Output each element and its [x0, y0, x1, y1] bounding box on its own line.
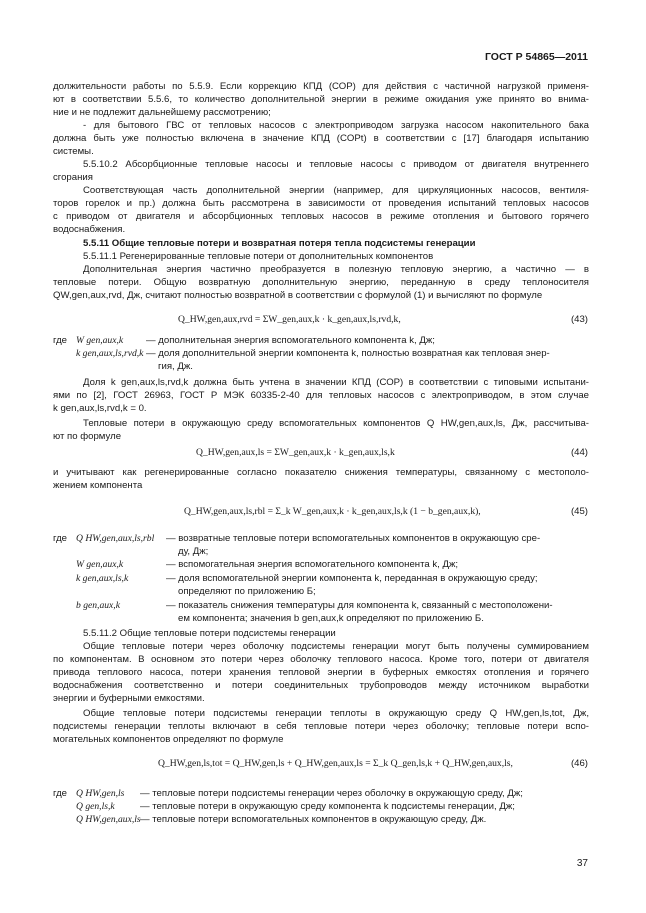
- text-line: системы.: [53, 146, 94, 157]
- text-line: Тепловые потери в окружающую среду вспомогательных компонентов Q HW,gen,aux,ls, Дж, рассчитыва-: [83, 418, 589, 429]
- text-line: привода теплового насоса, потери хранения тепловой энергии в буферных емкостях отопления и горячего: [53, 667, 589, 678]
- symbol: Q gen,ls,k: [76, 801, 115, 812]
- section-heading: 5.5.11 Общие тепловые потери и возвратная потеря тепла подсистемы генерации: [83, 238, 476, 249]
- subsection-heading: 5.5.11.2 Общие тепловые потери подсистемы генерации: [83, 628, 336, 639]
- text-line: должна быть уже полностью включена в значение КПД (COPt) в соответствии с [17] благодаря испытанию: [53, 133, 589, 144]
- text-line: тепловые потери. Общую возвратную дополнительную энергию, переданную в среду теплоносителя: [53, 277, 589, 288]
- symbol: Q HW,gen,aux,ls: [76, 814, 141, 825]
- definition: — тепловые потери в окружающую среду компонента k подсистемы генерации, Дж;: [140, 801, 515, 812]
- text-line: с приводом от двигателя и абсорбционных тепловых насосов в режиме отопления и бытового горячего: [53, 211, 589, 222]
- formula-number: (46): [570, 758, 588, 769]
- definition: — доля вспомогательной энергии компонента k, переданная в окружающую среду;: [166, 573, 538, 584]
- text-line: водоснабжения.: [53, 224, 126, 235]
- formula-number: (45): [570, 506, 588, 517]
- formula-44: Q_HW,gen,aux,ls = ΣW_gen,aux,k · k_gen,aux,ls,k: [196, 447, 395, 458]
- text-line: по компонентам. В основном это потери через оболочку теплового насоса. Кроме того, потери от двигателя: [53, 654, 589, 665]
- text-line: k gen,aux,ls,rvd,k = 0.: [53, 403, 147, 414]
- text-line: Общие тепловые потери через оболочку подсистемы генерации могут быть получены суммированием: [83, 641, 589, 652]
- definition-continued: ем компонента; значения b gen,aux,k определяют по приложению Б.: [178, 613, 484, 624]
- definition: — тепловые потери подсистемы генерации через оболочку в окружающую среду, Дж;: [140, 788, 523, 799]
- definition-continued: определяют по приложению Б;: [178, 586, 316, 597]
- formula-45: Q_HW,gen,aux,ls,rbl = Σ_k W_gen,aux,k · k_gen,aux,ls,k (1 − b_gen,aux,k),: [184, 506, 481, 517]
- symbol: b gen,aux,k: [76, 600, 120, 611]
- definition-continued: гия, Дж.: [158, 361, 193, 372]
- text-line: и учитывают как регенерированные согласно показателю снижения температуры, связанному с местополо-: [53, 467, 589, 478]
- page-number: 37: [576, 858, 588, 869]
- definition: — тепловые потери вспомогательных компонентов в окружающую среду, Дж.: [140, 814, 487, 825]
- text-line: ями по [2], ГОСТ 26963, ГОСТ Р МЭК 60335-2-40 для тепловых насосов с электроприводом, в этом случае: [53, 390, 589, 401]
- symbol: k gen,aux,ls,k: [76, 573, 129, 584]
- definition: — вспомогательная энергия вспомогательного компонента k, Дж;: [166, 559, 459, 570]
- text-line: энергии и буферными емкостями.: [53, 693, 205, 704]
- text-line: QW,gen,aux,rvd, Дж, считают полностью возвратной в соответствии с формулой (1) и вычисляют по формуле: [53, 290, 543, 301]
- formula-46: Q_HW,gen,ls,tot = Q_HW,gen,ls + Q_HW,gen,aux,ls = Σ_k Q_gen,ls,k + Q_HW,gen,aux,ls,: [158, 758, 513, 769]
- definition: — возвратные тепловые потери вспомогательных компонентов в окружающую сре-: [166, 533, 541, 544]
- symbol: W gen,aux,k: [76, 559, 124, 570]
- definition: — доля дополнительной энергии компонента k, полностью возвратная как тепловая энер-: [146, 348, 550, 359]
- text-line: подсистемы генерации теплоты включают в себя тепловые потери через оболочку; тепловые потери вспо-: [53, 721, 589, 732]
- text-line: Соответствующая часть дополнительной энергии (например, для циркуляционных насосов, вентиля-: [83, 185, 589, 196]
- symbol: Q HW,gen,ls: [76, 788, 125, 799]
- definition: — дополнительная энергия вспомогательного компонента k, Дж;: [146, 335, 435, 346]
- formula-number: (44): [570, 447, 588, 458]
- text-line: - для бытового ГВС от тепловых насосов с электроприводом загрузка насосом накопительного бака: [83, 120, 589, 131]
- text-line: жением компонента: [53, 480, 143, 491]
- where-lead: где: [53, 335, 68, 346]
- text-line: ние и не подлежит дальнейшему рассмотрению;: [53, 107, 271, 118]
- document-header-title: ГОСТ Р 54865—2011: [484, 51, 588, 63]
- symbol: W gen,aux,k: [76, 335, 124, 346]
- text-line: могательных компонентов определяют по формуле: [53, 734, 284, 745]
- subsection-heading: 5.5.11.1 Регенерированные тепловые потери от дополнительных компонентов: [83, 251, 434, 262]
- text-line: Дополнительная энергия частично преобразуется в полезную тепловую энергию, а частично — в: [83, 264, 589, 275]
- text-line: ют по формуле: [53, 431, 122, 442]
- definition-continued: ду, Дж;: [178, 546, 209, 557]
- text-line: торов горелок и пр.) должна быть рассмотрена в зависимости от проведения испытаний тепловых насосов: [53, 198, 589, 209]
- text-line: ют в соответствии 5.5.6, то количество дополнительной энергии в режиме ожидания уже принято во внима-: [53, 94, 589, 105]
- text-line: Общие тепловые потери подсистемы генерации теплоты в окружающую среду Q HW,gen,ls,tot, Дж,: [83, 708, 589, 719]
- text-line: водоснабжения соответственно и потери соединительных трубопроводов между источником выработки: [53, 680, 589, 691]
- formula-43: Q_HW,gen,aux,rvd = ΣW_gen,aux,k · k_gen,aux,ls,rvd,k,: [178, 314, 401, 325]
- where-lead: где: [53, 788, 68, 799]
- where-lead: где: [53, 533, 68, 544]
- formula-number: (43): [570, 314, 588, 325]
- symbol: k gen,aux,ls,rvd,k: [76, 348, 144, 359]
- text-line: 5.5.10.2 Абсорбционные тепловые насосы и тепловые насосы с приводом от двигателя внутреннего: [83, 159, 589, 170]
- symbol: Q HW,gen,aux,ls,rbl: [76, 533, 155, 544]
- text-line: сгорания: [53, 172, 93, 183]
- definition: — показатель снижения температуры для компонента k, связанный с местоположени-: [166, 600, 553, 611]
- text-line: должительности работы по 5.5.9. Если коррекцию КПД (СОР) для действия с частичной нагрузкой применя-: [53, 81, 589, 92]
- text-line: Доля k gen,aux,ls,rvd,k должна быть учтена в значении КПД (СОР) в соответствии с типовыми испытани-: [83, 377, 589, 388]
